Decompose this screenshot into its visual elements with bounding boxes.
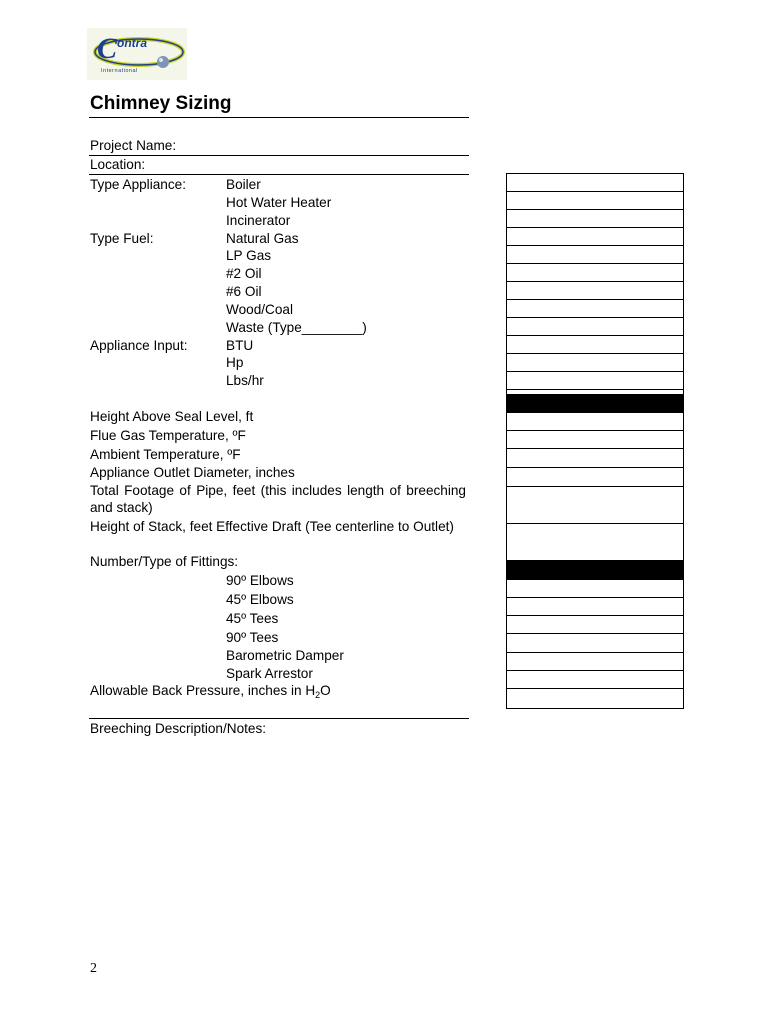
input-total-footage[interactable] bbox=[506, 486, 684, 524]
blackout-cell bbox=[506, 394, 684, 413]
contra-logo bbox=[87, 28, 187, 80]
option-6-oil: #6 Oil bbox=[226, 284, 262, 299]
option-2-oil: #2 Oil bbox=[226, 266, 262, 281]
input-incinerator[interactable] bbox=[506, 209, 684, 228]
input-btu[interactable] bbox=[506, 335, 684, 354]
option-lbs-hr: Lbs/hr bbox=[226, 373, 264, 388]
fitting-90-elbows: 90º Elbows bbox=[226, 573, 294, 588]
input-wood-coal[interactable] bbox=[506, 299, 684, 318]
input-barometric-damper[interactable] bbox=[506, 652, 684, 671]
fittings-label: Number/Type of Fittings: bbox=[90, 554, 239, 569]
input-stack-height[interactable] bbox=[506, 523, 684, 561]
stack-height-label: Height of Stack, feet Effective Draft (Tee centerline to Outlet) bbox=[90, 519, 454, 534]
height-sea-level-label: Height Above Seal Level, ft bbox=[90, 409, 254, 424]
project-name-label: Project Name: bbox=[90, 138, 177, 153]
option-lp-gas: LP Gas bbox=[226, 248, 272, 263]
option-natural-gas: Natural Gas bbox=[226, 231, 299, 246]
input-height-sea-level[interactable] bbox=[506, 412, 684, 431]
fitting-barometric-damper: Barometric Damper bbox=[226, 648, 344, 663]
location-line[interactable] bbox=[89, 174, 469, 175]
page-number: 2 bbox=[90, 961, 97, 976]
input-2-oil[interactable] bbox=[506, 263, 684, 282]
fitting-90-tees: 90º Tees bbox=[226, 630, 279, 645]
blackout-cell-fittings bbox=[506, 560, 684, 580]
option-hp: Hp bbox=[226, 355, 244, 370]
input-back-pressure[interactable] bbox=[506, 688, 684, 709]
input-outlet-diameter[interactable] bbox=[506, 467, 684, 487]
outlet-diameter-label: Appliance Outlet Diameter, inches bbox=[90, 465, 295, 480]
fitting-spark-arrestor: Spark Arrestor bbox=[226, 666, 313, 681]
option-btu: BTU bbox=[226, 338, 254, 353]
input-flue-gas-temp[interactable] bbox=[506, 430, 684, 449]
project-name-line[interactable] bbox=[89, 155, 469, 156]
input-spark-arrestor[interactable] bbox=[506, 670, 684, 689]
type-fuel-label: Type Fuel: bbox=[90, 231, 154, 246]
title-underline bbox=[89, 117, 469, 118]
type-appliance-label: Type Appliance: bbox=[90, 177, 186, 192]
input-hot-water-heater[interactable] bbox=[506, 191, 684, 210]
appliance-input-label: Appliance Input: bbox=[90, 338, 188, 353]
back-pressure-label: Allowable Back Pressure, inches in $H_2O$ bbox=[90, 683, 331, 700]
fitting-45-tees: 45º Tees bbox=[226, 611, 279, 626]
input-6-oil[interactable] bbox=[506, 281, 684, 300]
input-lbs-hr[interactable] bbox=[506, 371, 684, 390]
input-waste[interactable] bbox=[506, 317, 684, 336]
svg-text:C: C bbox=[97, 32, 118, 65]
flue-gas-temp-label: Flue Gas Temperature, ºF bbox=[90, 428, 246, 443]
option-waste: Waste (Type________) bbox=[226, 320, 367, 335]
location-label: Location: bbox=[90, 157, 146, 172]
option-boiler: Boiler bbox=[226, 177, 261, 192]
ambient-temp-label: Ambient Temperature, ºF bbox=[90, 447, 241, 462]
input-natural-gas[interactable] bbox=[506, 227, 684, 246]
input-90-elbows[interactable] bbox=[506, 579, 684, 598]
input-lp-gas[interactable] bbox=[506, 245, 684, 264]
notes-label: Breeching Description/Notes: bbox=[90, 721, 267, 736]
fitting-45-elbows: 45º Elbows bbox=[226, 592, 294, 607]
input-90-tees[interactable] bbox=[506, 633, 684, 653]
input-ambient-temp[interactable] bbox=[506, 448, 684, 468]
input-boiler[interactable] bbox=[506, 173, 684, 192]
input-hp[interactable] bbox=[506, 353, 684, 372]
total-footage-label: Total Footage of Pipe, feet (this includes length of breeching and stack) bbox=[90, 483, 466, 515]
logo-sub-text: International bbox=[101, 68, 138, 74]
option-wood-coal: Wood/Coal bbox=[226, 302, 293, 317]
page-title: Chimney Sizing bbox=[90, 93, 232, 114]
input-45-tees[interactable] bbox=[506, 615, 684, 634]
notes-separator bbox=[89, 718, 469, 719]
option-hot-water-heater: Hot Water Heater bbox=[226, 195, 332, 210]
option-incinerator: Incinerator bbox=[226, 213, 291, 228]
input-45-elbows[interactable] bbox=[506, 597, 684, 616]
logo-brand-text: ontra bbox=[117, 36, 147, 50]
